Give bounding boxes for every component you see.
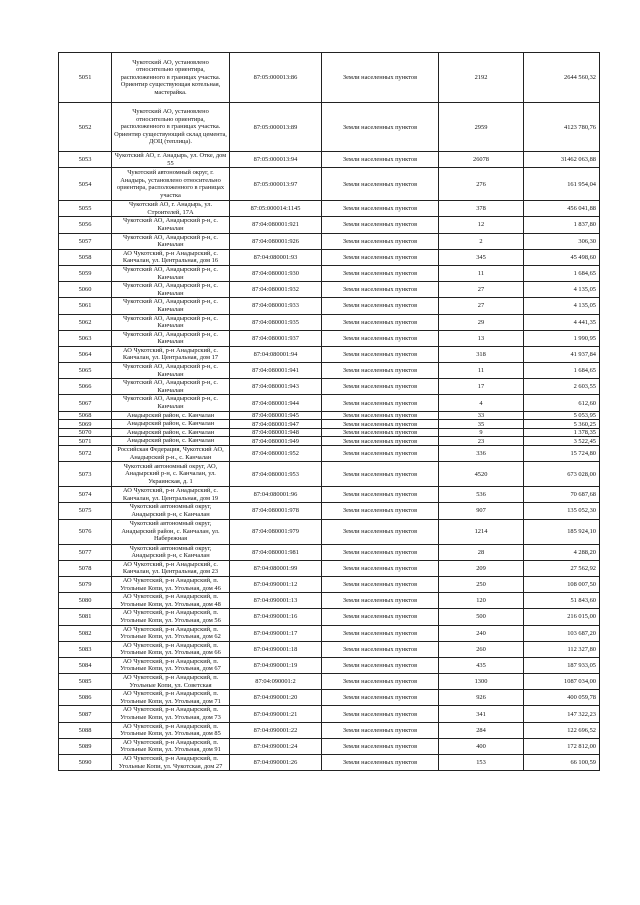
land-category-cell: Земли населенных пунктов <box>322 738 439 754</box>
table-body <box>59 53 600 771</box>
cadastral-number-cell: 87:04:090001:18 <box>230 641 322 657</box>
cadastral-value-cell: 187 933,05 <box>524 657 600 673</box>
address-cell: Анадырский район, с. Канчалан <box>112 437 230 446</box>
address-cell: Чукотский АО, Анадырский р-н, с. Канчалан <box>112 265 230 281</box>
cadastral-number-cell: 87:04:080001:935 <box>230 314 322 330</box>
cadastral-value-cell: 612,60 <box>524 395 600 411</box>
area-cell: 250 <box>439 576 524 592</box>
table-row <box>59 738 600 754</box>
land-category-cell: Земли населенных пунктов <box>322 152 439 168</box>
area-cell: 4 <box>439 395 524 411</box>
row-number-cell: 5075 <box>59 503 112 519</box>
land-category-cell: Земли населенных пунктов <box>322 314 439 330</box>
cadastral-value-cell: 4 441,35 <box>524 314 600 330</box>
cadastral-number-cell: 87:04:080001:943 <box>230 379 322 395</box>
area-cell: 926 <box>439 690 524 706</box>
area-cell: 435 <box>439 657 524 673</box>
row-number-cell: 5054 <box>59 168 112 201</box>
cadastral-value-cell: 4 135,05 <box>524 298 600 314</box>
row-number-cell: 5077 <box>59 544 112 560</box>
address-cell: Чукотский автономный округ, Анадырский р-н, с Канчалан <box>112 544 230 560</box>
cadastral-value-cell: 400 059,78 <box>524 690 600 706</box>
cadastral-value-cell: 4123 780,76 <box>524 103 600 152</box>
area-cell: 1214 <box>439 519 524 544</box>
land-category-cell: Земли населенных пунктов <box>322 657 439 673</box>
table-row <box>59 249 600 265</box>
cadastral-number-cell: 87:04:080001:949 <box>230 437 322 446</box>
cadastral-value-cell: 66 100,59 <box>524 755 600 771</box>
cadastral-number-cell: 87:04:080001:937 <box>230 330 322 346</box>
row-number-cell: 5082 <box>59 625 112 641</box>
land-category-cell: Земли населенных пунктов <box>322 437 439 446</box>
table-row <box>59 201 600 217</box>
area-cell: 13 <box>439 330 524 346</box>
cadastral-number-cell: 87:05:000013:97 <box>230 168 322 201</box>
address-cell: АО Чукотский, р-н Анадырский, п. Угольные Копи, ул. Угольная, дом 48 <box>112 593 230 609</box>
address-cell: АО Чукотский, р-н Анадырский, п. Угольные Копи, ул. Угольная, дом 71 <box>112 690 230 706</box>
address-cell: Чукотский АО, Анадырский р-н, с. Канчалан <box>112 379 230 395</box>
cadastral-number-cell: 87:04:080001:981 <box>230 544 322 560</box>
row-number-cell: 5089 <box>59 738 112 754</box>
table-row <box>59 395 600 411</box>
land-category-cell: Земли населенных пунктов <box>322 593 439 609</box>
address-cell: Анадырский район, с. Канчалан <box>112 420 230 429</box>
cadastral-number-cell: 87:04:090001:17 <box>230 625 322 641</box>
table-row <box>59 363 600 379</box>
area-cell: 23 <box>439 437 524 446</box>
address-cell: Чукотский АО, Анадырский р-н, с. Канчалан <box>112 395 230 411</box>
land-category-cell: Земли населенных пунктов <box>322 519 439 544</box>
land-category-cell: Земли населенных пунктов <box>322 379 439 395</box>
land-category-cell: Земли населенных пунктов <box>322 201 439 217</box>
cadastral-value-cell: 673 028,00 <box>524 462 600 487</box>
cadastral-number-cell: 87:05:000013:94 <box>230 152 322 168</box>
land-category-cell: Земли населенных пунктов <box>322 690 439 706</box>
table-row <box>59 641 600 657</box>
cadastral-number-cell: 87:04:080001:944 <box>230 395 322 411</box>
table-row <box>59 217 600 233</box>
cadastral-number-cell: 87:04:090001:20 <box>230 690 322 706</box>
cadastral-value-cell: 103 687,20 <box>524 625 600 641</box>
row-number-cell: 5079 <box>59 576 112 592</box>
cadastral-value-cell: 45 498,60 <box>524 249 600 265</box>
table-row <box>59 265 600 281</box>
land-category-cell: Земли населенных пунктов <box>322 706 439 722</box>
address-cell: АО Чукотский, р-н Анадырский, п. Угольные Копи, ул. Чукотская, дом 27 <box>112 755 230 771</box>
address-cell: Чукотский автономный округ, г. Анадырь, установлено относительно ориентира, расположенного в границах участка <box>112 168 230 201</box>
table-row <box>59 674 600 690</box>
row-number-cell: 5062 <box>59 314 112 330</box>
row-number-cell: 5065 <box>59 363 112 379</box>
row-number-cell: 5068 <box>59 411 112 420</box>
row-number-cell: 5085 <box>59 674 112 690</box>
address-cell: АО Чукотский, р-н Анадырский, п. Угольные Копи, ул. Советская <box>112 674 230 690</box>
cadastral-value-cell: 147 322,23 <box>524 706 600 722</box>
address-cell: Чукотский АО, Анадырский р-н, с. Канчалан <box>112 330 230 346</box>
land-category-cell: Земли населенных пунктов <box>322 168 439 201</box>
land-category-cell: Земли населенных пунктов <box>322 233 439 249</box>
area-cell: 536 <box>439 487 524 503</box>
row-number-cell: 5087 <box>59 706 112 722</box>
table-row <box>59 168 600 201</box>
cadastral-value-cell: 112 327,80 <box>524 641 600 657</box>
cadastral-value-cell: 3 522,45 <box>524 437 600 446</box>
land-category-cell: Земли населенных пунктов <box>322 103 439 152</box>
cadastral-value-cell: 27 562,92 <box>524 560 600 576</box>
cadastral-number-cell: 87:04:080001:978 <box>230 503 322 519</box>
table-row <box>59 233 600 249</box>
address-cell: Чукотский АО, Анадырский р-н, с. Канчалан <box>112 233 230 249</box>
row-number-cell: 5071 <box>59 437 112 446</box>
land-category-cell: Земли населенных пунктов <box>322 298 439 314</box>
table-row <box>59 411 600 420</box>
area-cell: 153 <box>439 755 524 771</box>
address-cell: Чукотский АО, установлено относительно ориентира, расположенного в границах участка. Ориентир существующий склад цемента, ДОЦ (теплица). <box>112 103 230 152</box>
row-number-cell: 5059 <box>59 265 112 281</box>
table-row <box>59 428 600 437</box>
address-cell: АО Чукотский, р-н Анадырский, п. Угольные Копи, ул. Угольная, дом 46 <box>112 576 230 592</box>
land-category-cell: Земли населенных пунктов <box>322 330 439 346</box>
address-cell: Чукотский АО, Анадырский р-н, с. Канчалан <box>112 217 230 233</box>
cadastral-number-cell: 87:04:080001:932 <box>230 282 322 298</box>
cadastral-number-cell: 87:04:090001:21 <box>230 706 322 722</box>
address-cell: АО Чукотский, р-н Анадырский, п. Угольные Копи, ул. Угольная, дом 67 <box>112 657 230 673</box>
address-cell: АО Чукотский, р-н Анадырский, с. Канчалан, ул. Центральная, дом 17 <box>112 346 230 362</box>
area-cell: 35 <box>439 420 524 429</box>
land-category-cell: Земли населенных пунктов <box>322 462 439 487</box>
cadastral-value-cell: 5 360,25 <box>524 420 600 429</box>
cadastral-number-cell: 87:04:080001:930 <box>230 265 322 281</box>
area-cell: 260 <box>439 641 524 657</box>
area-cell: 1300 <box>439 674 524 690</box>
table-row <box>59 314 600 330</box>
land-category-cell: Земли населенных пунктов <box>322 609 439 625</box>
row-number-cell: 5072 <box>59 446 112 462</box>
area-cell: 12 <box>439 217 524 233</box>
area-cell: 26078 <box>439 152 524 168</box>
row-number-cell: 5073 <box>59 462 112 487</box>
cadastral-number-cell: 87:04:080001:948 <box>230 428 322 437</box>
area-cell: 4520 <box>439 462 524 487</box>
table-row <box>59 437 600 446</box>
cadastral-number-cell: 87:04:090001:19 <box>230 657 322 673</box>
cadastral-value-cell: 5 053,95 <box>524 411 600 420</box>
cadastral-number-cell: 87:04:090001:22 <box>230 722 322 738</box>
area-cell: 29 <box>439 314 524 330</box>
row-number-cell: 5066 <box>59 379 112 395</box>
area-cell: 33 <box>439 411 524 420</box>
address-cell: Чукотский АО, Анадырский р-н, с. Канчалан <box>112 363 230 379</box>
row-number-cell: 5070 <box>59 428 112 437</box>
cadastral-value-cell: 1 684,65 <box>524 363 600 379</box>
land-category-cell: Земли населенных пунктов <box>322 411 439 420</box>
land-category-cell: Земли населенных пунктов <box>322 674 439 690</box>
table-row <box>59 722 600 738</box>
area-cell: 907 <box>439 503 524 519</box>
address-cell: Чукотский АО, Анадырский р-н, с. Канчалан <box>112 282 230 298</box>
cadastral-number-cell: 87:04:080001:926 <box>230 233 322 249</box>
cadastral-value-cell: 306,30 <box>524 233 600 249</box>
address-cell: Российская Федерация, Чукотский АО, Анадырский р-н., с. Канчалан <box>112 446 230 462</box>
cadastral-value-cell: 1 378,35 <box>524 428 600 437</box>
address-cell: Чукотский АО, г. Анадырь, ул. Отке, дом 55 <box>112 152 230 168</box>
land-category-cell: Земли населенных пунктов <box>322 641 439 657</box>
land-category-cell: Земли населенных пунктов <box>322 560 439 576</box>
area-cell: 11 <box>439 265 524 281</box>
cadastral-value-cell: 2644 560,32 <box>524 53 600 103</box>
table-row <box>59 544 600 560</box>
table-row <box>59 420 600 429</box>
area-cell: 28 <box>439 544 524 560</box>
cadastral-value-cell: 4 288,20 <box>524 544 600 560</box>
row-number-cell: 5078 <box>59 560 112 576</box>
land-category-cell: Земли населенных пунктов <box>322 755 439 771</box>
area-cell: 500 <box>439 609 524 625</box>
table-row <box>59 593 600 609</box>
area-cell: 276 <box>439 168 524 201</box>
row-number-cell: 5081 <box>59 609 112 625</box>
row-number-cell: 5053 <box>59 152 112 168</box>
row-number-cell: 5061 <box>59 298 112 314</box>
land-category-cell: Земли населенных пунктов <box>322 363 439 379</box>
row-number-cell: 5064 <box>59 346 112 362</box>
row-number-cell: 5086 <box>59 690 112 706</box>
cadastral-value-cell: 161 954,04 <box>524 168 600 201</box>
land-category-cell: Земли населенных пунктов <box>322 217 439 233</box>
area-cell: 341 <box>439 706 524 722</box>
area-cell: 378 <box>439 201 524 217</box>
row-number-cell: 5076 <box>59 519 112 544</box>
table-row <box>59 503 600 519</box>
cadastral-value-cell: 108 007,50 <box>524 576 600 592</box>
cadastral-number-cell: 87:04:090001:16 <box>230 609 322 625</box>
land-category-cell: Земли населенных пунктов <box>322 722 439 738</box>
row-number-cell: 5051 <box>59 53 112 103</box>
cadastral-value-cell: 31462 063,88 <box>524 152 600 168</box>
area-cell: 2 <box>439 233 524 249</box>
cadastral-value-cell: 70 687,68 <box>524 487 600 503</box>
cadastral-value-cell: 1087 034,00 <box>524 674 600 690</box>
cadastral-number-cell: 87:04:080001:96 <box>230 487 322 503</box>
row-number-cell: 5058 <box>59 249 112 265</box>
address-cell: Чукотский АО, Анадырский р-н, с. Канчалан <box>112 314 230 330</box>
cadastral-number-cell: 87:05:000013:86 <box>230 53 322 103</box>
land-category-cell: Земли населенных пунктов <box>322 576 439 592</box>
address-cell: АО Чукотский, р-н Анадырский, с. Канчалан, ул. Центральная, дом 19 <box>112 487 230 503</box>
area-cell: 120 <box>439 593 524 609</box>
row-number-cell: 5083 <box>59 641 112 657</box>
address-cell: Чукотский автономный округ, Анадырский р-н, с Канчалан <box>112 503 230 519</box>
cadastral-number-cell: 87:04:080001:933 <box>230 298 322 314</box>
area-cell: 400 <box>439 738 524 754</box>
area-cell: 2959 <box>439 103 524 152</box>
land-category-cell: Земли населенных пунктов <box>322 446 439 462</box>
row-number-cell: 5088 <box>59 722 112 738</box>
table-row <box>59 657 600 673</box>
area-cell: 2192 <box>439 53 524 103</box>
address-cell: АО Чукотский, р-н Анадырский, п. Угольные Копи, ул. Угольная, дом 85 <box>112 722 230 738</box>
table-row <box>59 625 600 641</box>
row-number-cell: 5056 <box>59 217 112 233</box>
address-cell: Чукотский АО, г. Анадырь, ул. Строителей, 17А <box>112 201 230 217</box>
address-cell: АО Чукотский, р-н Анадырский, п. Угольные Копи, ул. Угольная, дом 91 <box>112 738 230 754</box>
cadastral-value-cell: 15 724,80 <box>524 446 600 462</box>
cadastral-value-cell: 2 603,55 <box>524 379 600 395</box>
land-category-cell: Земли населенных пунктов <box>322 265 439 281</box>
land-category-cell: Земли населенных пунктов <box>322 544 439 560</box>
cadastral-value-cell: 135 052,30 <box>524 503 600 519</box>
table-row <box>59 609 600 625</box>
row-number-cell: 5069 <box>59 420 112 429</box>
table-row <box>59 755 600 771</box>
area-cell: 336 <box>439 446 524 462</box>
row-number-cell: 5084 <box>59 657 112 673</box>
cadastral-value-cell: 51 843,60 <box>524 593 600 609</box>
cadastral-value-cell: 1 990,95 <box>524 330 600 346</box>
document-page <box>58 52 599 771</box>
cadastral-value-cell: 185 924,10 <box>524 519 600 544</box>
cadastral-number-cell: 87:04:080001:979 <box>230 519 322 544</box>
land-category-cell: Земли населенных пунктов <box>322 282 439 298</box>
row-number-cell: 5063 <box>59 330 112 346</box>
cadastral-number-cell: 87:04:080001:99 <box>230 560 322 576</box>
address-cell: АО Чукотский, р-н Анадырский, п. Угольные Копи, ул. Угольная, дом 62 <box>112 625 230 641</box>
row-number-cell: 5060 <box>59 282 112 298</box>
cadastral-value-cell: 122 696,52 <box>524 722 600 738</box>
cadastral-number-cell: 87:04:090001:24 <box>230 738 322 754</box>
cadastral-number-cell: 87:05:000013:89 <box>230 103 322 152</box>
cadastral-number-cell: 87:04:080001:94 <box>230 346 322 362</box>
cadastral-number-cell: 87:04:080001:93 <box>230 249 322 265</box>
land-category-cell: Земли населенных пунктов <box>322 428 439 437</box>
row-number-cell: 5055 <box>59 201 112 217</box>
table-row <box>59 576 600 592</box>
address-cell: Чукотский автономный округ, АО, Анадырский р-н, с. Канчалан, ул. Украинская, д. 1 <box>112 462 230 487</box>
table-row <box>59 560 600 576</box>
land-category-cell: Земли населенных пунктов <box>322 249 439 265</box>
cadastral-value-cell: 41 937,84 <box>524 346 600 362</box>
cadastral-number-cell: 87:04:090001:2 <box>230 674 322 690</box>
address-cell: Чукотский АО, установлено относительно ориентира, расположенного в границах участка. Ориентир существующая котельная, мастерайка. <box>112 53 230 103</box>
area-cell: 345 <box>439 249 524 265</box>
area-cell: 318 <box>439 346 524 362</box>
cadastral-number-cell: 87:04:080001:947 <box>230 420 322 429</box>
area-cell: 27 <box>439 298 524 314</box>
table-row <box>59 298 600 314</box>
table-row <box>59 690 600 706</box>
address-cell: АО Чукотский, р-н Анадырский, п. Угольные Копи, ул. Угольная, дом 56 <box>112 609 230 625</box>
row-number-cell: 5057 <box>59 233 112 249</box>
table-row <box>59 706 600 722</box>
address-cell: АО Чукотский, р-н Анадырский, п. Угольные Копи, ул. Угольная, дом 73 <box>112 706 230 722</box>
table-row <box>59 152 600 168</box>
row-number-cell: 5052 <box>59 103 112 152</box>
area-cell: 9 <box>439 428 524 437</box>
cadastral-number-cell: 87:04:080001:941 <box>230 363 322 379</box>
cadastral-value-cell: 1 837,80 <box>524 217 600 233</box>
table-row <box>59 446 600 462</box>
land-category-cell: Земли населенных пунктов <box>322 420 439 429</box>
table-row <box>59 282 600 298</box>
cadastral-value-cell: 1 684,65 <box>524 265 600 281</box>
address-cell: Чукотский автономный округ, Анадырский район, с. Канчалан, ул. Набережная <box>112 519 230 544</box>
address-cell: Анадырский район, с. Канчалан <box>112 428 230 437</box>
cadastral-number-cell: 87:05:000014:1145 <box>230 201 322 217</box>
cadastral-number-cell: 87:04:090001:12 <box>230 576 322 592</box>
land-category-cell: Земли населенных пунктов <box>322 503 439 519</box>
land-category-cell: Земли населенных пунктов <box>322 346 439 362</box>
table-row <box>59 519 600 544</box>
cadastral-value-cell: 172 812,00 <box>524 738 600 754</box>
cadastral-number-cell: 87:04:080001:952 <box>230 446 322 462</box>
land-plots-table <box>58 52 600 771</box>
row-number-cell: 5080 <box>59 593 112 609</box>
land-category-cell: Земли населенных пунктов <box>322 487 439 503</box>
address-cell: АО Чукотский, р-н Анадырский, с. Канчалан, ул. Центральная, дом 16 <box>112 249 230 265</box>
address-cell: АО Чукотский, р-н Анадырский, с. Канчалан, ул. Центральная, дом 23 <box>112 560 230 576</box>
land-category-cell: Земли населенных пунктов <box>322 395 439 411</box>
area-cell: 209 <box>439 560 524 576</box>
cadastral-number-cell: 87:04:090001:26 <box>230 755 322 771</box>
land-category-cell: Земли населенных пунктов <box>322 53 439 103</box>
cadastral-value-cell: 4 135,05 <box>524 282 600 298</box>
table-row <box>59 103 600 152</box>
row-number-cell: 5067 <box>59 395 112 411</box>
table-row <box>59 330 600 346</box>
area-cell: 27 <box>439 282 524 298</box>
area-cell: 11 <box>439 363 524 379</box>
cadastral-number-cell: 87:04:080001:945 <box>230 411 322 420</box>
address-cell: Чукотский АО, Анадырский р-н, с. Канчалан <box>112 298 230 314</box>
cadastral-number-cell: 87:04:090001:13 <box>230 593 322 609</box>
table-row <box>59 462 600 487</box>
area-cell: 284 <box>439 722 524 738</box>
row-number-cell: 5074 <box>59 487 112 503</box>
area-cell: 17 <box>439 379 524 395</box>
table-row <box>59 53 600 103</box>
table-row <box>59 346 600 362</box>
land-category-cell: Земли населенных пунктов <box>322 625 439 641</box>
table-row <box>59 487 600 503</box>
row-number-cell: 5090 <box>59 755 112 771</box>
area-cell: 240 <box>439 625 524 641</box>
address-cell: Анадырский район, с. Канчалан <box>112 411 230 420</box>
cadastral-number-cell: 87:04:080001:921 <box>230 217 322 233</box>
address-cell: АО Чукотский, р-н Анадырский, п. Угольные Копи, ул. Угольная, дом 66 <box>112 641 230 657</box>
cadastral-number-cell: 87:04:080001:953 <box>230 462 322 487</box>
cadastral-value-cell: 216 015,00 <box>524 609 600 625</box>
cadastral-value-cell: 456 041,88 <box>524 201 600 217</box>
table-row <box>59 379 600 395</box>
